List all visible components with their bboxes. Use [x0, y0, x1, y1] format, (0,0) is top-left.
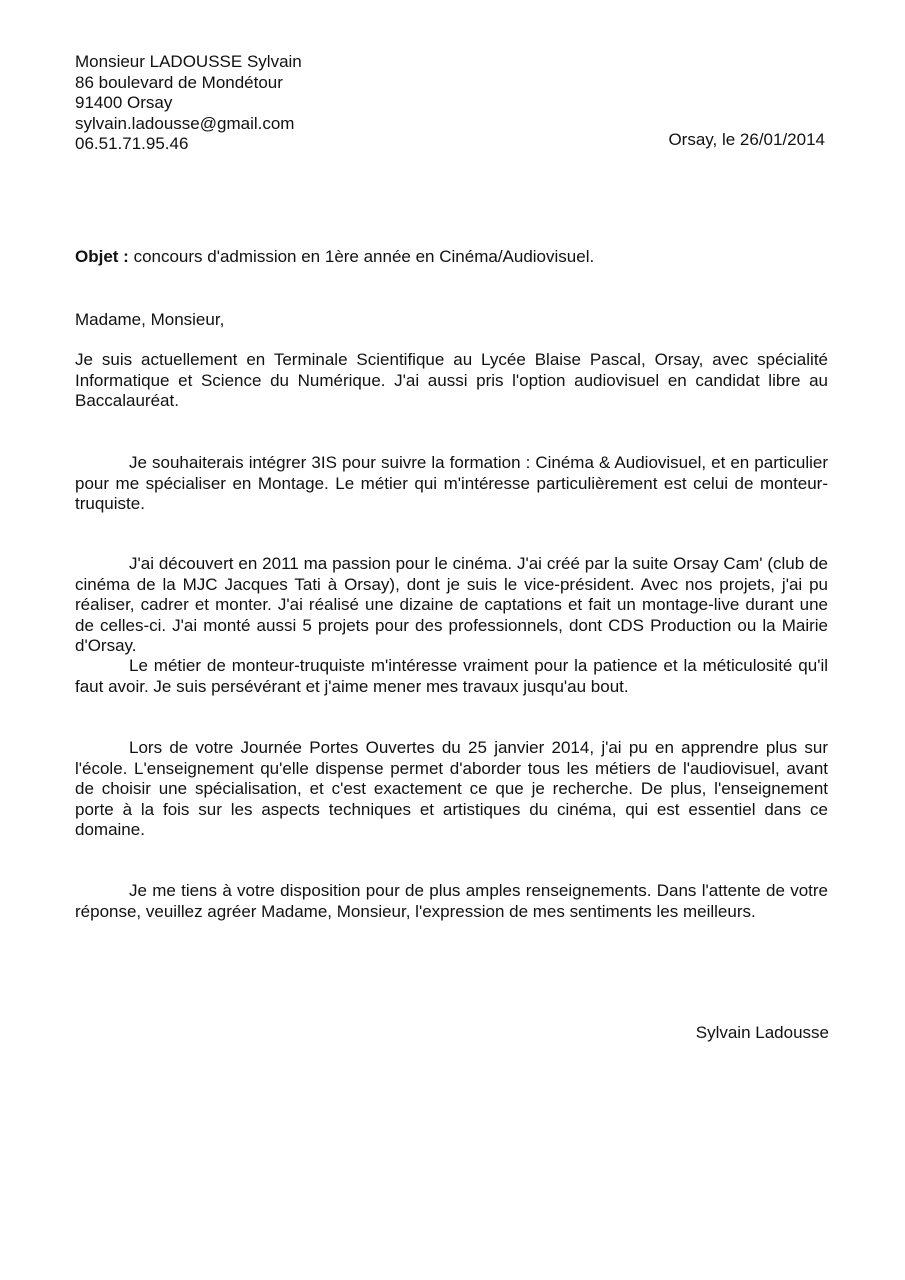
sender-email: sylvain.ladousse@gmail.com	[75, 113, 295, 133]
sender-block	[75, 52, 495, 155]
paragraph-program-choice: Je souhaiterais intégrer 3IS pour suivre la formation : Cinéma & Audiovisuel, et en particulier pour me spécialiser en Montage. Le métier qui m'intéresse particulièrement est celui de monteur-truquiste.	[75, 453, 828, 513]
sender-street: 86 boulevard de Mondétour	[75, 72, 283, 92]
object-label: Objet :	[75, 247, 129, 266]
signature-name: Sylvain Ladousse	[695, 1023, 829, 1042]
sender-phone: 06.51.71.95.46	[75, 134, 189, 153]
salutation: Madame, Monsieur,	[75, 310, 225, 329]
paragraph-closing: Je me tiens à votre disposition pour de plus amples renseignements. Dans l'attente de votre réponse, veuillez agréer Madame, Monsieur, l'expression de mes sentiments les meilleurs.	[75, 881, 828, 921]
paragraph-open-day: Lors de votre Journée Portes Ouvertes du 25 janvier 2014, j'ai pu en apprendre plus sur l'école. L'enseignement qu'elle dispense permet d'aborder tous les métiers de l'audiovisuel, avant de choisir une spécialisation, et c'est exactement ce que je recherche. De plus, l'enseignement porte à la fois sur les aspects techniques et artistiques du cinéma, qui est essentiel dans ce domaine.	[75, 738, 828, 839]
object-text: concours d'admission en 1ère année en Cinéma/Audiovisuel.	[128, 247, 595, 266]
sender-city: 91400 Orsay	[75, 93, 173, 112]
paragraph-career-motivation: Le métier de monteur-truquiste m'intéresse vraiment pour la patience et la méticulosité qu'il faut avoir. Je suis persévérant et j'aime mener mes travaux jusqu'au bout.	[75, 656, 828, 696]
paragraph-cinema-passion: J'ai découvert en 2011 ma passion pour le cinéma. J'ai créé par la suite Orsay Cam' (club de cinéma de la MJC Jacques Tati à Orsay), dont je suis le vice-président. Avec nos projets, j'ai pu réaliser, cadrer et monter. J'ai réalisé une dizaine de captations et fait un montage-live durant une de celles-ci. J'ai monté aussi 5 projets pour des professionnels, dont CDS Production ou la Mairie d'Orsay.	[75, 554, 828, 655]
date-line: Orsay, le 26/01/2014	[668, 130, 825, 149]
paragraph-current-studies: Je suis actuellement en Terminale Scientifique au Lycée Blaise Pascal, Orsay, avec spécialité Informatique et Science du Numérique. J'ai aussi pris l'option audiovisuel en candidat libre au Baccalauréat.	[75, 350, 828, 410]
sender-name: Monsieur LADOUSSE Sylvain	[75, 52, 302, 71]
object-line	[75, 247, 828, 268]
